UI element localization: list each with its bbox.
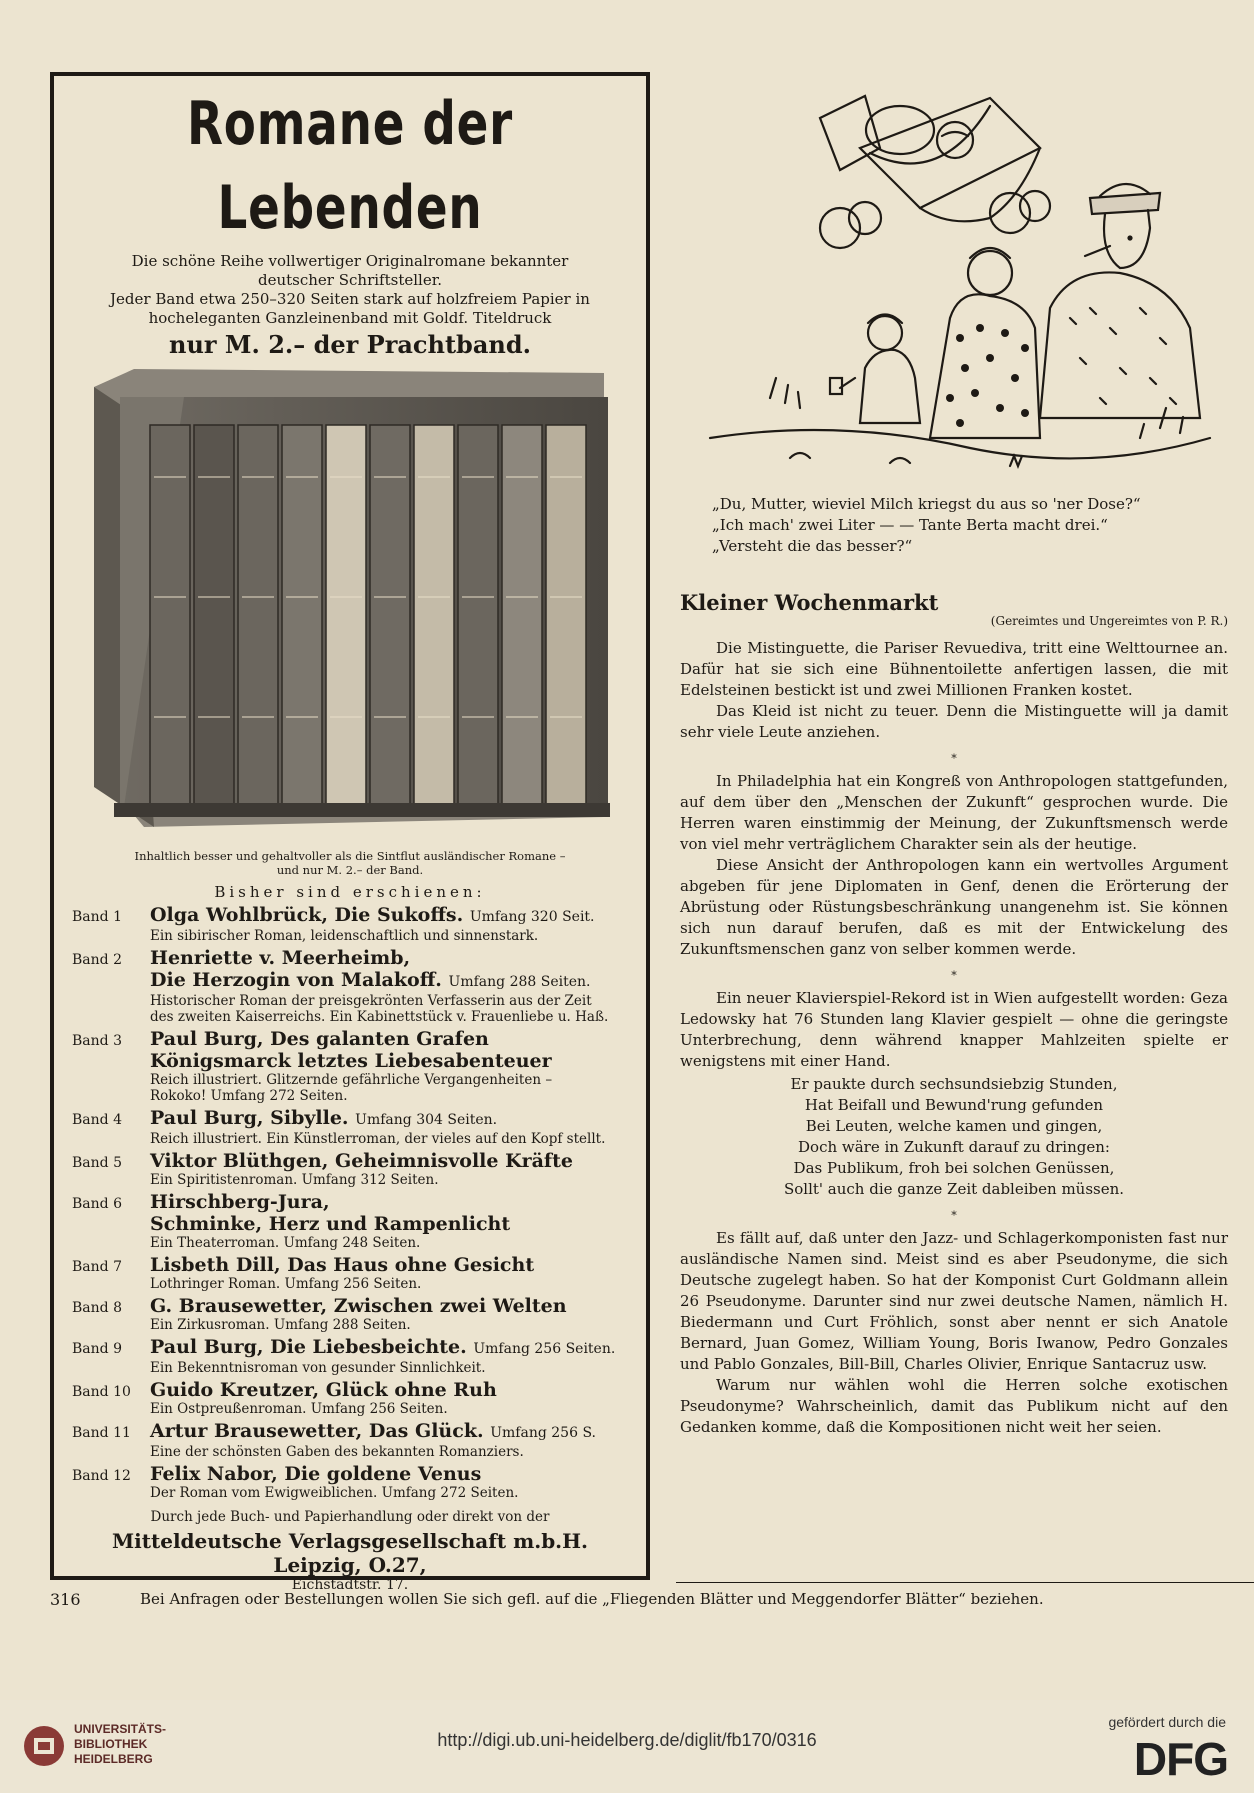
volume-entry	[72, 1336, 628, 1376]
volume-description: Historischer Roman der preisgekrönten Verfasserin aus der Zeit	[150, 993, 592, 1009]
volume-body	[150, 947, 628, 1025]
volume-number: Band 2	[72, 952, 122, 968]
volume-title	[150, 947, 628, 969]
ad-intro-line: hocheleganten Ganzleinenband mit Goldf. Titeldruck	[148, 309, 552, 327]
volume-title	[150, 1107, 628, 1131]
dialog-line: „Du, Mutter, wieviel Milch kriegst du aus so 'ner Dose?“	[712, 495, 1141, 513]
volume-description: Ein sibirischer Roman, leidenschaftlich und sinnenstark.	[150, 928, 539, 944]
paragraph: Es fällt auf, daß unter den Jazz- und Schlagerkomponisten fast nur ausländische Namen sind. Meist sind es aber Pseudonyme, die sich Deutsche zugelegt haben. So hat der Komponist Curt Goldmann allein 26 Pseudonyme. Darunter sind nur zwei deutsche Namen, nämlich H. Biedermann und Curt Fröhlich, sonst aber nennt er sich Anatole Bernard, Juan Gomez, William Young, Boris Iwanow, Pedro Gonzales und Pablo Gonzales, Bill-Bill, Charles Olivier, Enrique Santacruz usw.	[680, 1229, 1228, 1373]
poem-line: Er paukte durch sechsundsiebzig Stunden,	[790, 1075, 1118, 1093]
volume-body	[150, 1420, 628, 1460]
volume-extent: Umfang 256 S.	[490, 1425, 596, 1441]
volume-title	[150, 1295, 628, 1317]
volume-list	[72, 904, 628, 1501]
ad-intro-line: Jeder Band etwa 250–320 Seiten stark auf holzfreiem Papier in	[110, 290, 590, 308]
article-column	[680, 592, 1228, 1438]
volume-title	[150, 1213, 628, 1235]
publisher-address: Eichstädtstr. 17.	[291, 1577, 409, 1593]
section-divider: *	[951, 752, 957, 765]
book-spine	[238, 425, 278, 805]
volume-title	[150, 969, 628, 993]
volume-body	[150, 1028, 628, 1104]
paragraph: Ein neuer Klavierspiel-Rekord ist in Wien aufgestellt worden: Geza Ledowsky hat 76 Stunden lang Klavier gespielt — ohne die geringste Unterbrechung, denn während knapper Mahlzeiten spielte er wenigstens mit einer Hand.	[680, 989, 1228, 1070]
volume-body	[150, 1463, 628, 1501]
volume-description: Eine der schönsten Gaben des bekannten Romanziers.	[150, 1444, 524, 1460]
volume-entry	[72, 1295, 628, 1333]
logo-line: UNIVERSITÄTS-	[74, 1722, 167, 1736]
volume-body	[150, 1107, 628, 1147]
dfg-logo[interactable]: DFG	[1133, 1733, 1228, 1785]
logo-line: HEIDELBERG	[74, 1752, 153, 1766]
poem-line: Sollt' auch die ganze Zeit dableiben müssen.	[783, 1180, 1125, 1198]
volume-body	[150, 1379, 628, 1417]
published-heading: Bisher sind erschienen:	[214, 883, 486, 901]
volume-entry	[72, 1254, 628, 1292]
volume-description: Reich illustriert. Ein Künstlerroman, der vieles auf den Kopf stellt.	[150, 1131, 606, 1147]
volume-body	[150, 1150, 628, 1188]
poem-line: Hat Beifall und Bewund'rung gefunden	[804, 1096, 1104, 1114]
volume-description: Ein Zirkusroman. Umfang 288 Seiten.	[150, 1317, 411, 1333]
volume-title-text: Artur Brausewetter, Das Glück.	[150, 1420, 484, 1442]
volume-entry	[72, 1028, 628, 1104]
volume-number: Band 8	[72, 1300, 122, 1316]
logo-line: BIBLIOTHEK	[74, 1737, 148, 1751]
volume-number: Band 11	[72, 1425, 131, 1441]
ad-caption	[72, 849, 628, 877]
volume-body	[150, 1254, 628, 1292]
volume-body	[150, 904, 628, 944]
book-spine	[194, 425, 234, 805]
paragraph: Diese Ansicht der Anthropologen kann ein wertvolles Argument abgeben für jene Diplomaten in Genf, denen die Erörterung der Abrüstung oder Rüstungsbeschränkung unangenehm ist. Sie können sich nun darauf berufen, daß es mit der Entwickelung des Zukunftsmenschen ganz von selber kommen werde.	[680, 856, 1228, 958]
volume-entry	[72, 1191, 628, 1251]
poem-line: Doch wäre in Zukunft darauf zu dringen:	[798, 1138, 1110, 1156]
book-spine	[546, 425, 586, 805]
ad-price: nur M. 2.– der Prachtband.	[169, 330, 531, 359]
picnic-cartoon-image	[690, 78, 1220, 478]
volume-title-text: Lisbeth Dill, Das Haus ohne Gesicht	[150, 1254, 535, 1276]
column-byline: (Gereimtes und Ungereimtes von P. R.)	[990, 614, 1228, 628]
volume-title-text: Paul Burg, Des galanten Grafen	[150, 1028, 489, 1050]
volume-number: Band 6	[72, 1196, 122, 1212]
volume-number: Band 1	[72, 909, 122, 925]
volume-number: Band 7	[72, 1259, 122, 1275]
volume-title	[150, 1463, 628, 1485]
poem	[680, 1074, 1228, 1200]
advertisement-box	[50, 72, 650, 1593]
page-number: 316	[50, 1590, 81, 1609]
footer-note: Bei Anfragen oder Bestellungen wollen Sie sich gefl. auf die „Fliegenden Blätter und Meggendorfer Blätter“ beziehen.	[140, 1590, 1044, 1608]
volume-title	[150, 1336, 628, 1360]
volume-number: Band 5	[72, 1155, 122, 1171]
paragraph: Die Mistinguette, die Pariser Revuediva, tritt eine Welttournee an. Dafür hat sie sich eine Bühnentoilette anfertigen lassen, die mit Edelsteinen bestickt ist und zwei Millionen Franken kostet.	[680, 639, 1228, 699]
cartoon-dialog	[712, 494, 1212, 557]
volume-description: Ein Spiritistenroman. Umfang 312 Seiten.	[150, 1172, 439, 1188]
caption-line: Inhaltlich besser und gehaltvoller als die Sintflut ausländischer Romane –	[134, 849, 566, 863]
poem-line: Bei Leuten, welche kamen und gingen,	[805, 1117, 1103, 1135]
volume-title	[150, 1420, 628, 1444]
section-divider: *	[951, 1209, 957, 1222]
volume-title-text: Paul Burg, Die Liebesbeichte.	[150, 1336, 467, 1358]
library-bar	[0, 1700, 1254, 1793]
book-set-illustration	[84, 367, 616, 837]
volume-body	[150, 1295, 628, 1333]
column-title: Kleiner Wochenmarkt	[680, 590, 939, 615]
volume-entry	[72, 904, 628, 944]
volume-entry	[72, 1107, 628, 1147]
volume-title-text: Königsmarck letztes Liebesabenteuer	[150, 1050, 552, 1072]
volume-number: Band 9	[72, 1341, 122, 1357]
volume-body	[150, 1336, 628, 1376]
volume-title-text: Schminke, Herz und Rampenlicht	[150, 1213, 511, 1235]
volume-extent: Umfang 288 Seiten.	[448, 974, 591, 990]
book-spine	[282, 425, 322, 805]
volume-title-text: Viktor Blüthgen, Geheimnisvolle Kräfte	[150, 1150, 573, 1172]
poem-line: Das Publikum, froh bei solchen Genüssen,	[793, 1159, 1115, 1177]
volume-description: Ein Ostpreußenroman. Umfang 256 Seiten.	[150, 1401, 448, 1417]
caption-line: und nur M. 2.– der Band.	[276, 863, 424, 877]
ad-intro	[72, 252, 628, 328]
volume-title-text: Die Herzogin von Malakoff.	[150, 969, 442, 991]
volume-number: Band 12	[72, 1468, 131, 1484]
volume-entry	[72, 1150, 628, 1188]
book-spine	[458, 425, 498, 805]
volume-number: Band 10	[72, 1384, 131, 1400]
book-spine	[370, 425, 410, 805]
ad-intro-line: deutscher Schriftsteller.	[258, 271, 442, 289]
paragraph: In Philadelphia hat ein Kongreß von Anthropologen stattgefunden, auf dem über den „Menschen der Zukunft“ gesprochen wurde. Die Herren waren einstimmig der Meinung, der Zukunftsmensch werde von viel mehr verträglichem Charakter sein als der heutige.	[680, 772, 1228, 853]
volume-description: Der Roman vom Ewigweiblichen. Umfang 272 Seiten.	[150, 1485, 519, 1501]
dialog-line: „Versteht die das besser?“	[712, 537, 913, 555]
volume-extent: Umfang 256 Seiten.	[473, 1341, 616, 1357]
volume-title-text: Felix Nabor, Die goldene Venus	[150, 1463, 482, 1485]
paragraph: Warum nur wählen wohl die Herren solche exotischen Pseudonyme? Wahrscheinlich, damit das Publikum nicht auf den Gedanken komme, daß die Kompositionen nicht weit her seien.	[680, 1376, 1228, 1436]
book-spine	[414, 425, 454, 805]
permalink-url[interactable]: http://digi.ub.uni-heidelberg.de/diglit/fb170/0316	[437, 1730, 817, 1750]
volume-title	[150, 1191, 628, 1213]
volume-description: Ein Theaterroman. Umfang 248 Seiten.	[150, 1235, 421, 1251]
volume-title	[150, 1254, 628, 1276]
volume-number: Band 4	[72, 1112, 122, 1128]
order-note: Durch jede Buch- und Papierhandlung oder direkt von der	[150, 1509, 550, 1525]
volume-title-text: Guido Kreutzer, Glück ohne Ruh	[150, 1379, 497, 1401]
volume-description: Ein Bekenntnisroman von gesunder Sinnlichkeit.	[150, 1360, 486, 1376]
volume-title	[150, 1379, 628, 1401]
book-spine	[502, 425, 542, 805]
volume-title	[150, 904, 628, 928]
volume-title	[150, 1150, 628, 1172]
volume-body	[150, 1191, 628, 1251]
volume-description: Reich illustriert. Glitzernde gefährliche Vergangenheiten –	[150, 1072, 553, 1088]
volume-title-text: Olga Wohlbrück, Die Sukoffs.	[150, 904, 464, 926]
volume-title-text: Hirschberg-Jura,	[150, 1191, 330, 1213]
book-spine	[326, 425, 366, 805]
volume-extent: Umfang 304 Seiten.	[355, 1112, 498, 1128]
publisher-name: Mitteldeutsche Verlagsgesellschaft m.b.H. Leipzig, O.27,	[112, 1529, 588, 1577]
book-spine	[150, 425, 190, 805]
ad-intro-line: Die schöne Reihe vollwertiger Originalromane bekannter	[131, 252, 569, 270]
book-box-image	[84, 367, 616, 837]
volume-title-text: Paul Burg, Sibylle.	[150, 1107, 349, 1129]
volume-entry	[72, 1379, 628, 1417]
volume-title	[150, 1028, 628, 1050]
volume-description: Lothringer Roman. Umfang 256 Seiten.	[150, 1276, 422, 1292]
dialog-line: „Ich mach' zwei Liter — — Tante Berta macht drei.“	[712, 516, 1108, 534]
ad-title: Romane der Lebenden	[186, 89, 514, 243]
volume-description: des zweiten Kaiserreichs. Ein Kabinettstück v. Frauenliebe u. Haß.	[150, 1009, 609, 1025]
volume-title-text: G. Brausewetter, Zwischen zwei Welten	[150, 1295, 567, 1317]
section-divider: *	[951, 969, 957, 982]
volume-entry	[72, 947, 628, 1025]
volume-number: Band 3	[72, 1033, 122, 1049]
volume-title-text: Henriette v. Meerheimb,	[150, 947, 411, 969]
footer-rule	[676, 1582, 1254, 1583]
volume-extent: Umfang 320 Seit.	[469, 909, 595, 925]
volume-entry	[72, 1420, 628, 1460]
volume-title	[150, 1050, 628, 1072]
volume-entry	[72, 1463, 628, 1501]
volume-description: Rokoko! Umfang 272 Seiten.	[150, 1088, 348, 1104]
paragraph: Das Kleid ist nicht zu teuer. Denn die Mistinguette will ja damit sehr viele Leute anziehen.	[680, 702, 1228, 741]
funding-note: gefördert durch die	[1108, 1714, 1226, 1730]
